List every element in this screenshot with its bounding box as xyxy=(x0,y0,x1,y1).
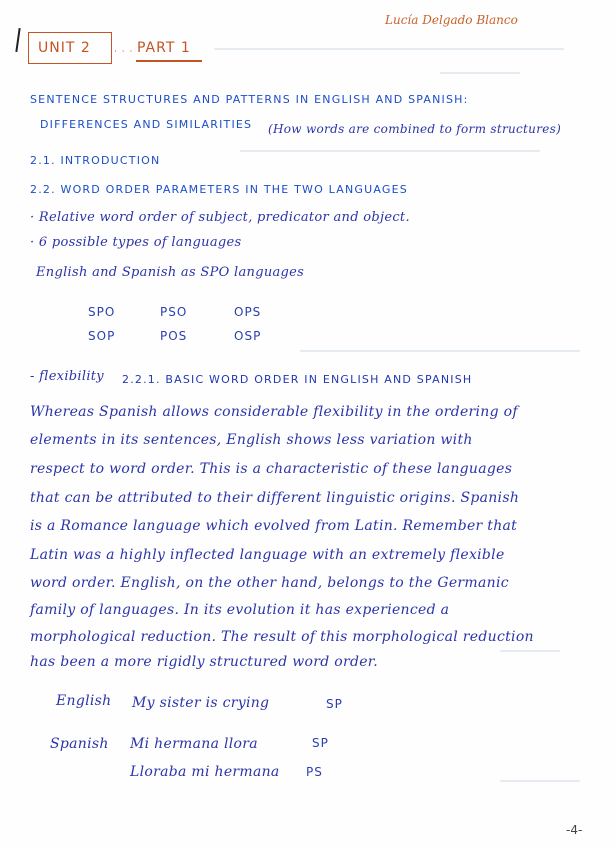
title-line-1: SENTENCE STRUCTURES AND PATTERNS IN ENGLISH AND SPANISH: xyxy=(30,93,469,106)
example-1-order: SP xyxy=(326,697,343,711)
section-2-2-1: 2.2.1. BASIC WORD ORDER IN ENGLISH AND SPANISH xyxy=(122,373,473,386)
order-ops: OPS xyxy=(234,305,262,319)
part-underline xyxy=(136,60,202,62)
order-spo: SPO xyxy=(88,305,116,319)
title-line-2: DIFFERENCES AND SIMILARITIES xyxy=(40,118,253,131)
paragraph-line-4: that can be attributed to their different linguistic origins. Spanish xyxy=(30,490,520,506)
bullet-3: English and Spanish as SPO languages xyxy=(36,265,305,280)
title-note: (How words are combined to form structures) xyxy=(268,122,562,136)
example-1-language: English xyxy=(56,693,112,709)
paragraph-line-8: family of languages. In its evolution it has experienced a xyxy=(30,602,450,618)
bullet-1: · Relative word order of subject, predicator and object. xyxy=(30,210,410,225)
paragraph-line-5: is a Romance language which evolved from Latin. Remember that xyxy=(30,518,518,534)
paragraph-line-9: morphological reduction. The result of this morphological reduction xyxy=(30,629,534,645)
page-number: -4- xyxy=(566,823,583,837)
order-pso: PSO xyxy=(160,305,188,319)
margin-mark xyxy=(15,28,20,52)
order-pos: POS xyxy=(160,329,188,343)
separator-dots: · · · xyxy=(114,47,134,57)
paragraph-line-3: respect to word order. This is a characteristic of these languages xyxy=(30,461,513,477)
bullet-2: · 6 possible types of languages xyxy=(30,235,242,250)
section-2-2: 2.2. WORD ORDER PARAMETERS IN THE TWO LANGUAGES xyxy=(30,183,408,196)
order-sop: SOP xyxy=(88,329,116,343)
paragraph-line-1: Whereas Spanish allows considerable flexibility in the ordering of xyxy=(30,404,518,420)
example-2-sentence: Mi hermana llora xyxy=(130,736,258,752)
example-1-sentence: My sister is crying xyxy=(132,695,270,711)
unit-label: UNIT 2 xyxy=(38,40,91,56)
paragraph-line-10: has been a more rigidly structured word order. xyxy=(30,654,379,670)
order-osp: OSP xyxy=(234,329,262,343)
example-3-order: PS xyxy=(306,765,323,779)
example-3-sentence: Lloraba mi hermana xyxy=(130,764,280,780)
example-2-language: Spanish xyxy=(50,736,109,752)
paragraph-line-6: Latin was a highly inflected language with an extremely flexible xyxy=(30,547,505,563)
paragraph-line-2: elements in its sentences, English shows less variation with xyxy=(30,432,473,448)
section-2-1: 2.1. INTRODUCTION xyxy=(30,154,161,167)
part-label: PART 1 xyxy=(137,40,191,56)
flexibility-label: - flexibility xyxy=(30,369,104,384)
author-name: Lucía Delgado Blanco xyxy=(385,13,518,27)
paragraph-line-7: word order. English, on the other hand, belongs to the Germanic xyxy=(30,575,509,591)
example-2-order: SP xyxy=(312,736,329,750)
